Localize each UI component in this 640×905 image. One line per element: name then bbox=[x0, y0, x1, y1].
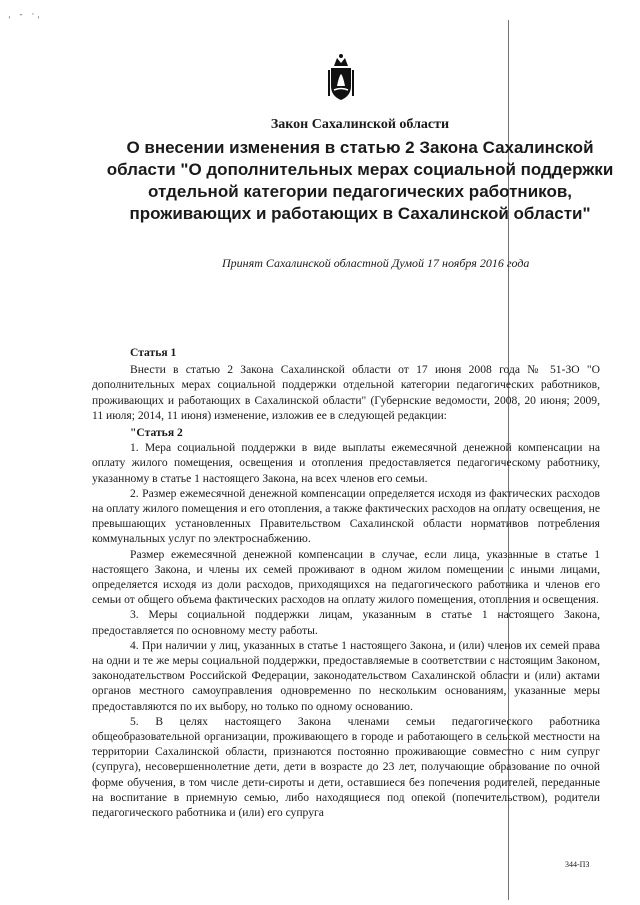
paragraph: Размер ежемесячной денежной компенсации в случае, если лица, указанные в статье 1 настоящего Закона, и члены их семей проживают в одном жилом помещении с иными лицами, определяется исходя из доли расходов, приходящихся на педагогического работника и членов его семьи от общего объема фактических расходов на оплату жилого помещения, отопления и освещения. bbox=[92, 547, 600, 607]
article-1-text: Внести в статью 2 Закона Сахалинской области от 17 июня 2008 года № 51-ЗО "О дополнительных мерах социальной поддержки отдельной категории педагогических работников, проживающих и работающих в Сахалинской области" (Губернские ведомости, 2008, 20 июня; 2009, 11 июля; 2014, 11 июня) изменение, изложив ее в следующей редакции: bbox=[92, 363, 600, 422]
scan-corner-marks: ˌ - ·ˌ bbox=[8, 10, 43, 20]
paragraph: 4. При наличии у лиц, указанных в статье 1 настоящего Закона, и (или) членов их семей права на одни и те же меры социальной поддержки, предоставляемые в соответствии с настоящим Законом, законодательством Российской Федерации, законодательством Сахалинской области и (или) актами органов местного самоуправления одновременно по нескольким основаниям, указанные меры предоставляются по их выбору, но только по одному основанию. bbox=[92, 638, 600, 713]
paragraph: 2. Размер ежемесячной денежной компенсации определяется исходя из фактических расходов на оплату жилого помещения и его отопления, а также фактических расходов на оплату освещения, не превышающих установленных Правительством Сахалинской области нормативов потребления коммунальных услуг по электроснабжению. bbox=[92, 486, 600, 546]
title-block bbox=[100, 117, 620, 225]
law-body bbox=[92, 345, 600, 820]
law-title: О внесении изменения в статью 2 Закона Сахалинской области "О дополнительных мерах социальной поддержки отдельной категории педагогических работников, проживающих и работающих в Сахалинской области" bbox=[106, 138, 614, 223]
article-2-heading: "Статья 2 bbox=[130, 426, 183, 440]
adoption-note: Принят Сахалинской областной Думой 17 ноября 2016 года bbox=[222, 256, 530, 270]
article-1-heading: Статья 1 bbox=[130, 346, 177, 359]
paragraph: 5. В целях настоящего Закона членами семьи педагогического работника общеобразовательной организации, проживающего в городе и работающего в сельской местности на территории Сахалинской области, признаются постоянно проживающие совместно с ним супруг (супруга), несовершеннолетние дети, дети в возрасте до 23 лет, получающие образование по очной форме обучения, в том числе дети-сироты и дети, оставшиеся без попечения родителей, переданные на воспитание в приемную семью, либо находящиеся под опекой (попечительством), родители педагогического работника и (или) его супруга bbox=[92, 714, 600, 820]
document-code: 344-ПЗ bbox=[565, 860, 590, 869]
paragraph: 3. Меры социальной поддержки лицам, указанным в статье 1 настоящего Закона, предоставляется по основному месту работы. bbox=[92, 608, 600, 637]
coat-of-arms-icon bbox=[326, 52, 356, 104]
paragraph: 1. Мера социальной поддержки в виде выплаты ежемесячной денежной компенсации на оплату жилого помещения, освещения и отопления предоставляется педагогическому работнику, указанному в статье 1 настоящего Закона, на всех членов его семьи. bbox=[92, 441, 600, 485]
law-name: Закон Сахалинской области bbox=[270, 117, 450, 132]
